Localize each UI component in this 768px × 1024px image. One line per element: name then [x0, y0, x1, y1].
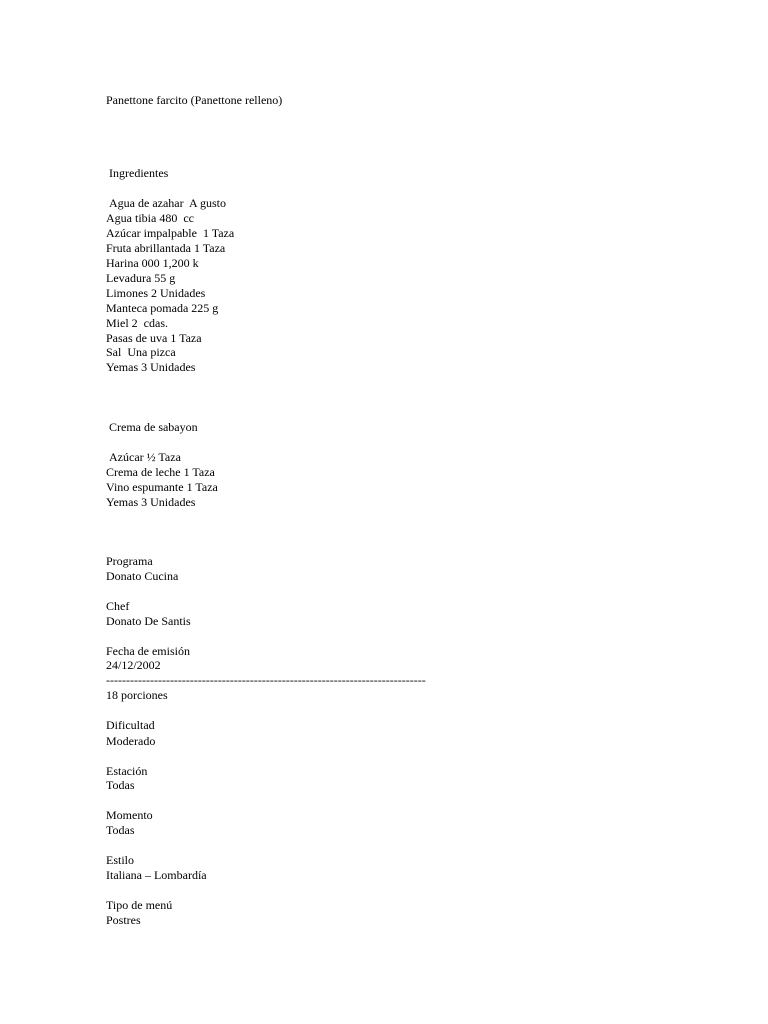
momento-label: Momento — [106, 808, 153, 822]
fecha-value: 24/12/2002 — [106, 658, 161, 672]
cream-item: Azúcar ½ Taza — [109, 450, 181, 464]
cream-heading: Crema de sabayon — [109, 420, 198, 434]
programa-value: Donato Cucina — [106, 569, 179, 583]
ingredient-item: Agua tibia 480 cc — [106, 211, 194, 225]
chef-value: Donato De Santis — [106, 614, 191, 628]
ingredient-item: Levadura 55 g — [106, 271, 176, 285]
separator-line: -------------------------------------------------------------------------------- — [106, 673, 426, 687]
page-title: Panettone farcito (Panettone relleno) — [106, 93, 283, 107]
estacion-value: Todas — [106, 778, 135, 792]
ingredient-item: Limones 2 Unidades — [106, 286, 206, 300]
ingredient-item: Pasas de uva 1 Taza — [106, 331, 202, 345]
ingredient-item: Miel 2 cdas. — [106, 316, 168, 330]
momento-value: Todas — [106, 823, 135, 837]
cream-item: Vino espumante 1 Taza — [106, 480, 218, 494]
dificultad-value: Moderado — [106, 734, 156, 748]
porciones: 18 porciones — [106, 688, 168, 702]
ingredient-item: Yemas 3 Unidades — [106, 360, 196, 374]
cream-item: Crema de leche 1 Taza — [106, 465, 215, 479]
tipo-menu-label: Tipo de menú — [106, 898, 173, 912]
tipo-menu-value: Postres — [106, 913, 141, 927]
estilo-label: Estilo — [106, 853, 135, 867]
estilo-value: Italiana – Lombardía — [106, 868, 207, 882]
ingredients-heading: Ingredientes — [109, 166, 169, 180]
fecha-label: Fecha de emisión — [106, 644, 190, 658]
ingredient-item: Harina 000 1,200 k — [106, 256, 199, 270]
cream-item: Yemas 3 Unidades — [106, 495, 196, 509]
ingredient-item: Manteca pomada 225 g — [106, 301, 219, 315]
ingredient-item: Fruta abrillantada 1 Taza — [106, 241, 226, 255]
ingredient-item: Sal Una pizca — [106, 345, 176, 359]
programa-label: Programa — [106, 554, 153, 568]
chef-label: Chef — [106, 599, 130, 613]
ingredient-item: Azúcar impalpable 1 Taza — [106, 226, 235, 240]
estacion-label: Estación — [106, 764, 148, 778]
dificultad-label: Dificultad — [106, 718, 155, 732]
ingredient-item: Agua de azahar A gusto — [109, 196, 226, 210]
